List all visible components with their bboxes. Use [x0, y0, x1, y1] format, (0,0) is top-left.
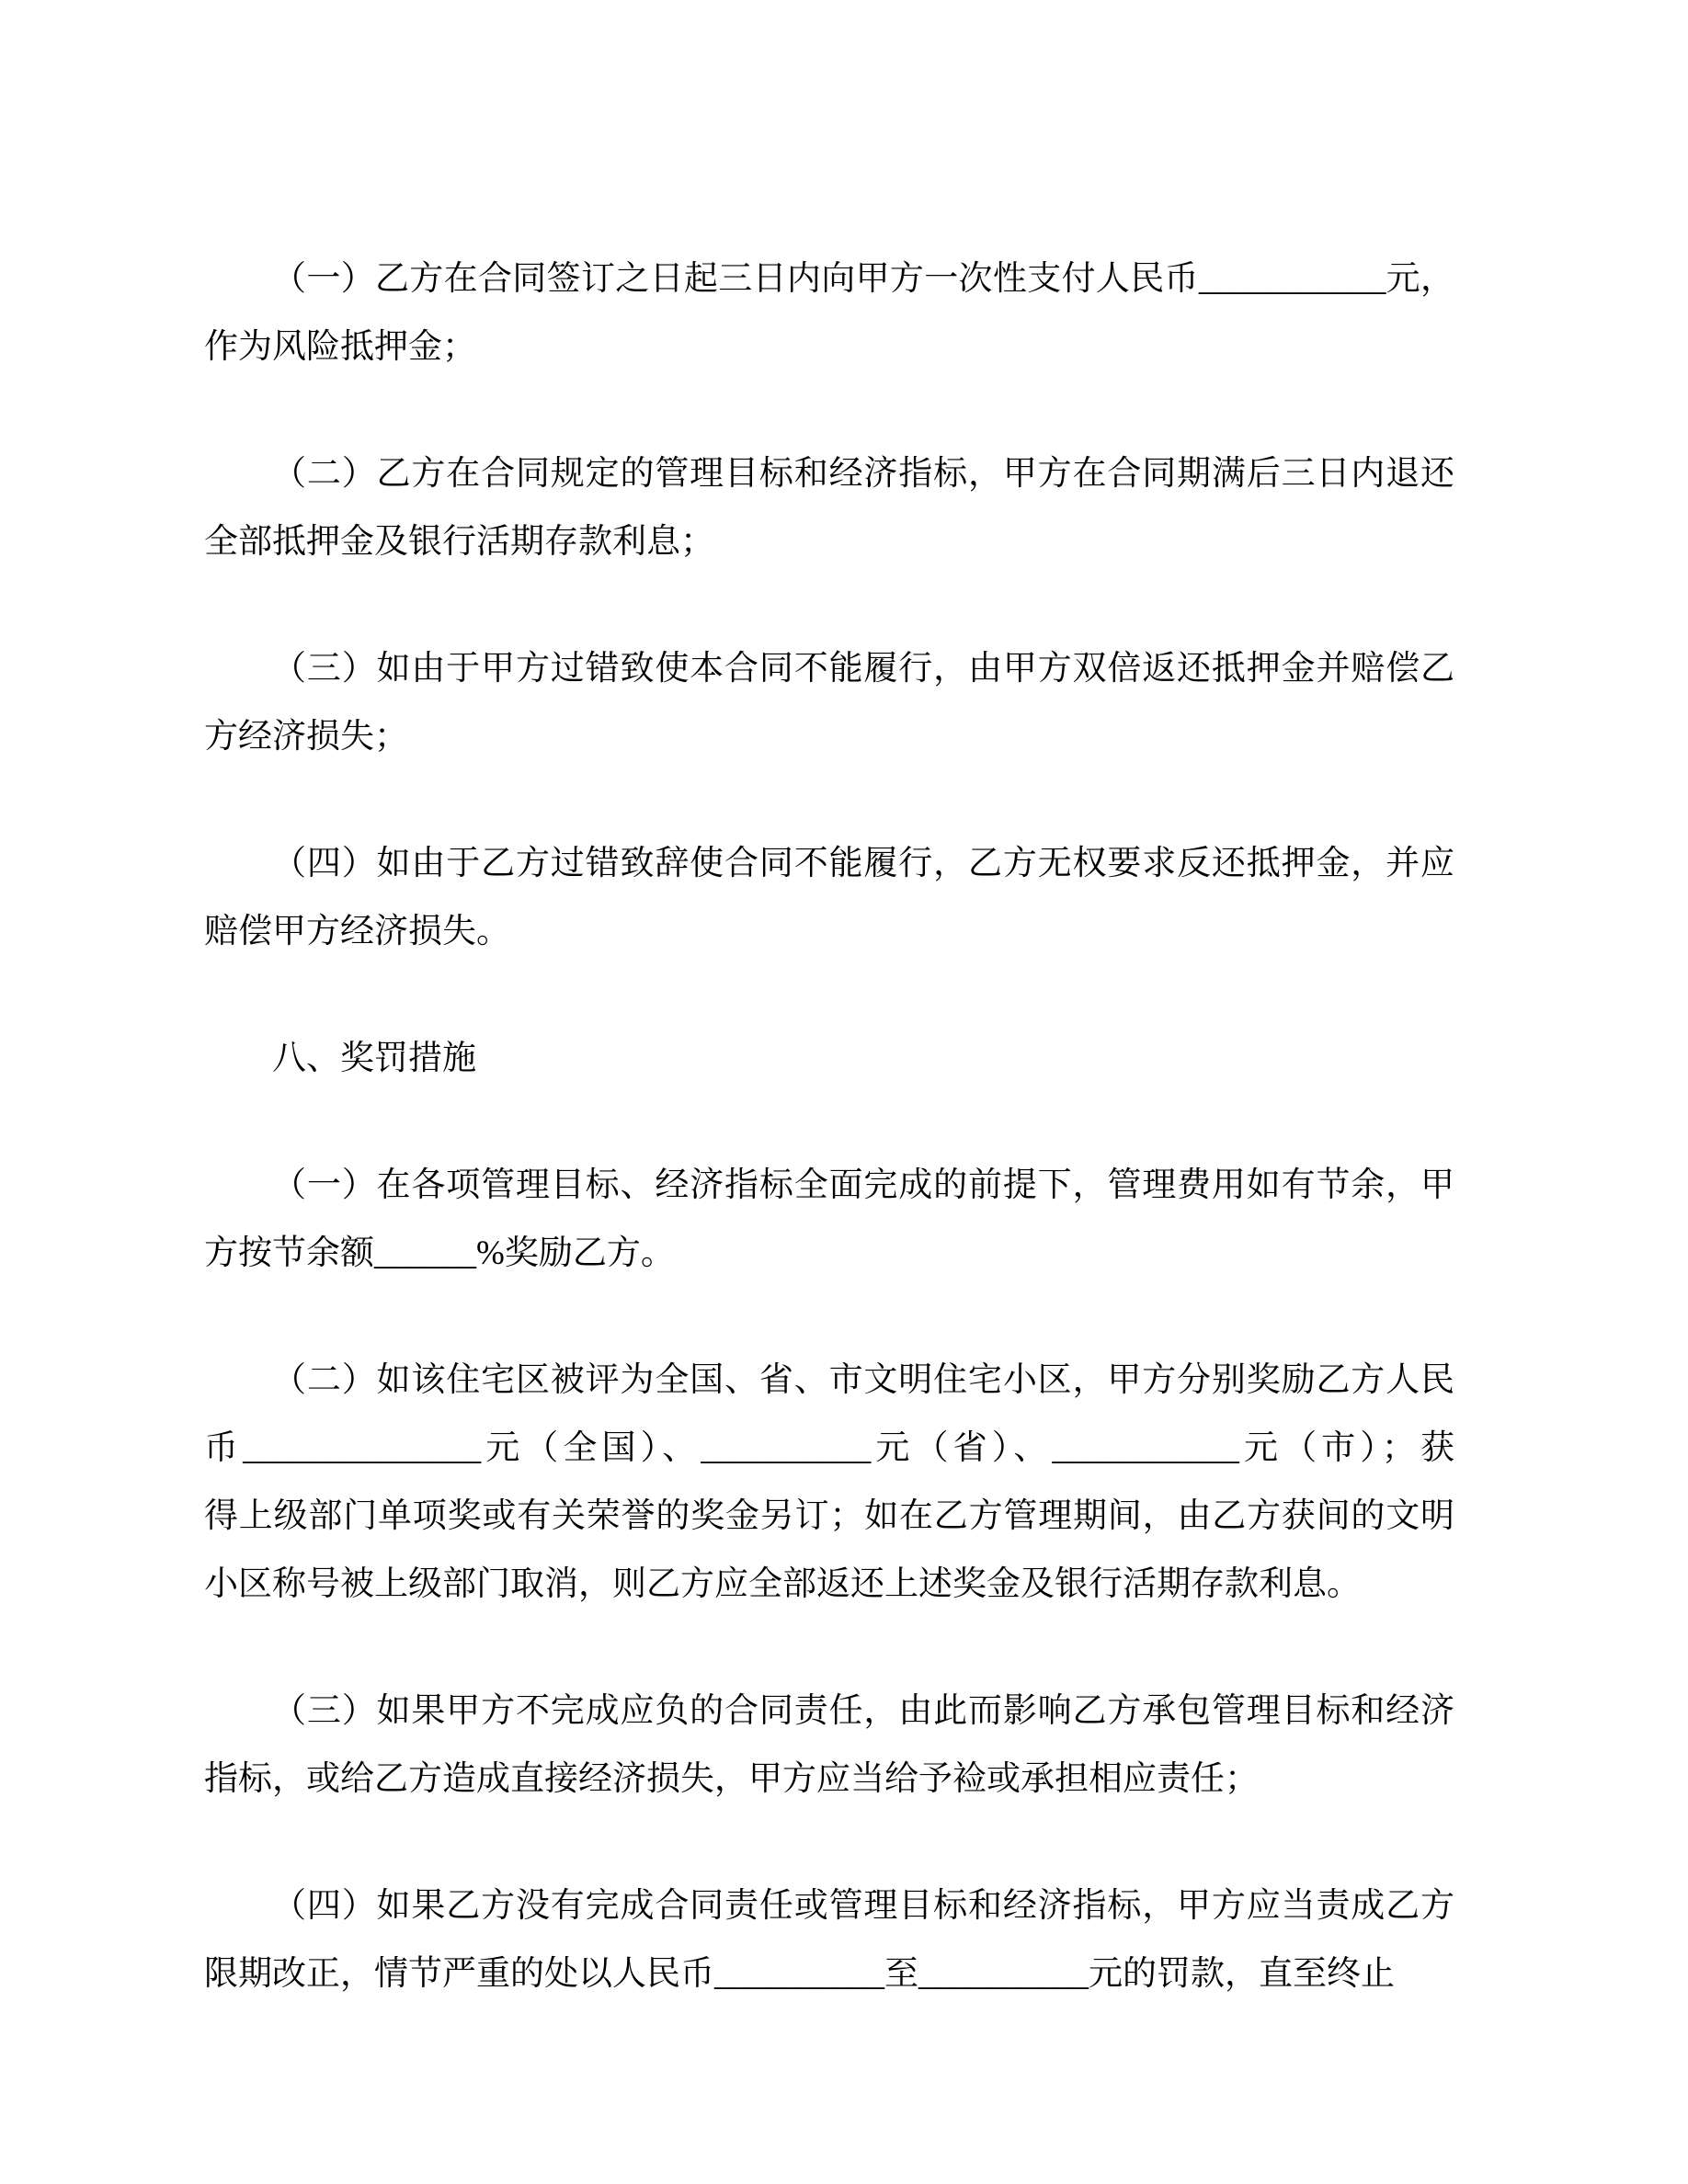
- text-line: 得上级部门单项奖或有关荣誉的奖金另订；如在乙方管理期间，由乙方获间的文明: [204, 1497, 1454, 1535]
- text-line: 小区称号被上级部门取消，则乙方应全部返还上述奖金及银行活期存款利息。: [204, 1565, 1361, 1603]
- text-line: 方按节余额______%奖励乙方。: [204, 1234, 675, 1272]
- text-line: 赔偿甲方经济损失。: [204, 913, 510, 950]
- contract-clause: [204, 1678, 1454, 1814]
- contract-clause: [204, 1347, 1454, 1619]
- text-line: （三）如果甲方不完成应负的合同责任，由此而影响乙方承包管理目标和经济: [272, 1692, 1454, 1730]
- contract-clause: [204, 1872, 1454, 2008]
- text-line: 限期改正，情节严重的处以人民币__________至__________元的罚款，直至终止: [204, 1955, 1395, 1993]
- text-line: （四）如果乙方没有完成合同责任或管理目标和经济指标，甲方应当责成乙方: [272, 1887, 1454, 1925]
- text-line: （一）乙方在合同签订之日起三日内向甲方一次性支付人民币___________元，: [272, 260, 1454, 298]
- text-line: （二）如该住宅区被评为全国、省、市文明住宅小区，甲方分别奖励乙方人民: [272, 1361, 1454, 1399]
- contract-clause: [204, 440, 1454, 576]
- section-heading: [204, 1025, 1454, 1093]
- contract-clause: [204, 830, 1454, 966]
- text-line: （一）在各项管理目标、经济指标全面完成的前提下，管理费用如有节余，甲: [272, 1166, 1454, 1204]
- contract-clause: [204, 1152, 1454, 1288]
- contract-clause: [204, 635, 1454, 771]
- text-line: （四）如由于乙方过错致辞使合同不能履行，乙方无权要求反还抵押金，并应: [272, 845, 1454, 882]
- contract-clause: [204, 245, 1454, 381]
- text-line: （三）如由于甲方过错致使本合同不能履行，由甲方双倍返还抵押金并赔偿乙: [272, 650, 1454, 688]
- text-line: 指标，或给乙方造成直接经济损失，甲方应当给予裣或承担相应责任；: [204, 1760, 1259, 1798]
- text-line: （二）乙方在合同规定的管理目标和经济指标，甲方在合同期满后三日内退还: [272, 455, 1454, 493]
- text-line: 币______________元（全国）、__________元（省）、___________元（市）；获: [204, 1429, 1454, 1467]
- text-line: 作为风险抵押金；: [204, 328, 476, 366]
- section-heading-text: 八、奖罚措施: [272, 1040, 476, 1077]
- contract-body: [204, 245, 1454, 2067]
- text-line: 方经济损失；: [204, 718, 408, 756]
- text-line: 全部抵押金及银行活期存款利息；: [204, 523, 714, 561]
